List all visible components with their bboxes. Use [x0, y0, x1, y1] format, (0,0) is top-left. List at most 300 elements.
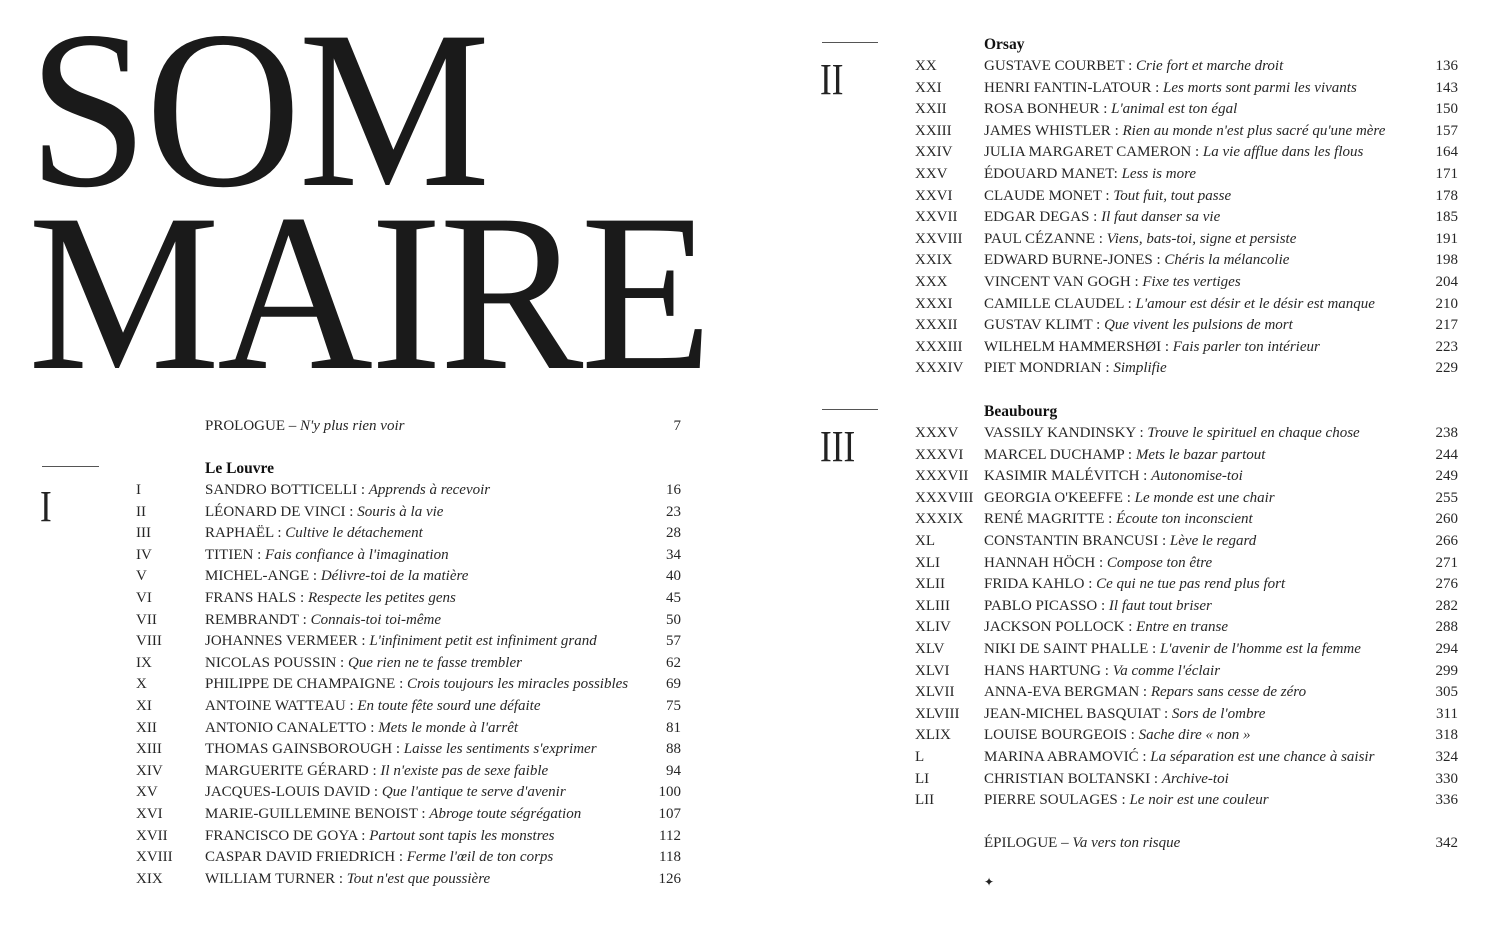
separator: :: [1130, 273, 1143, 290]
toc-entry[interactable]: [915, 99, 1458, 121]
separator: :: [345, 503, 358, 520]
chapter-title: [984, 186, 1231, 208]
chapter-motto: Abroge toute ségrégation: [429, 805, 582, 822]
chapter-numeral: XLIII: [915, 597, 950, 614]
artist-name: LÉONARD DE VINCI: [205, 503, 346, 520]
toc-entry[interactable]: [136, 782, 681, 804]
page-number: 28: [666, 525, 681, 542]
separator: :: [1124, 58, 1137, 74]
separator: :: [1095, 554, 1107, 571]
separator: :: [1110, 122, 1123, 139]
toc-entry[interactable]: [915, 747, 1458, 769]
toc-entry[interactable]: [915, 596, 1458, 618]
chapter-title: [984, 423, 1360, 445]
chapter-motto: Que vivent les pulsions de mort: [1104, 317, 1293, 334]
chapter-numeral: XVII: [136, 827, 168, 844]
part-1-numeral: I: [40, 482, 52, 531]
artist-name: PABLO PICASSO: [984, 597, 1098, 614]
chapter-title: [984, 142, 1363, 164]
title-line-2: MAIRE: [28, 167, 710, 417]
chapter-title: [984, 639, 1361, 661]
chapter-numeral: XII: [136, 719, 157, 736]
chapter-numeral: XX: [915, 58, 937, 74]
toc-entry[interactable]: [915, 294, 1458, 316]
separator: :: [1104, 511, 1117, 528]
separator: :: [1122, 489, 1135, 506]
chapter-motto: Le monde est une chair: [1134, 489, 1275, 506]
page-number: 62: [666, 654, 681, 671]
page-number: 229: [1435, 360, 1458, 377]
separator: :: [357, 482, 369, 498]
chapter-motto: Viens, bats-toi, signe et persiste: [1106, 230, 1297, 247]
separator: :: [1139, 468, 1152, 485]
separator: :: [273, 525, 286, 542]
separator: :: [1148, 640, 1160, 657]
prologue-page: 7: [673, 418, 681, 434]
artist-name: REMBRANDT: [205, 611, 299, 628]
chapter-title: [205, 545, 449, 567]
chapter-numeral: XIV: [136, 762, 163, 779]
chapter-numeral: XXXIX: [915, 511, 964, 528]
separator: :: [368, 762, 381, 779]
chapter-motto: Il faut danser sa vie: [1101, 209, 1221, 226]
toc-entry[interactable]: [136, 804, 681, 826]
separator: :: [1138, 748, 1151, 765]
artist-name: NIKI DE SAINT PHALLE: [984, 640, 1149, 657]
page-number: 311: [1436, 705, 1458, 722]
page-number: 118: [659, 849, 681, 866]
toc-entry[interactable]: [915, 207, 1458, 229]
toc-entry[interactable]: [136, 696, 681, 718]
toc-entry[interactable]: [915, 639, 1458, 661]
toc-entry[interactable]: [915, 509, 1458, 531]
artist-name: MARGUERITE GÉRARD: [205, 762, 369, 779]
chapter-motto: Délivre-toi de la matière: [320, 568, 469, 585]
page-title: [28, 0, 710, 417]
chapter-title: [984, 574, 1285, 596]
artist-name: CASPAR DAVID FRIEDRICH: [205, 849, 396, 866]
chapter-numeral: L: [915, 748, 925, 765]
chapter-numeral: XVI: [136, 805, 163, 822]
chapter-title: [984, 682, 1306, 704]
chapter-motto: Le noir est une couleur: [1129, 792, 1269, 809]
toc-entry[interactable]: [915, 704, 1458, 726]
chapter-numeral: XXI: [915, 79, 942, 96]
toc-entry[interactable]: [915, 315, 1458, 337]
epilogue-page: 342: [1435, 835, 1458, 851]
separator: :: [1113, 165, 1122, 182]
artist-name: TITIEN: [205, 546, 254, 563]
chapter-numeral: XI: [136, 697, 152, 714]
separator: :: [1117, 792, 1130, 809]
separator: :: [1094, 230, 1107, 247]
toc-entry[interactable]: [136, 545, 681, 567]
artist-name: JOHANNES VERMEER: [205, 633, 358, 650]
chapter-motto: Lève le regard: [1169, 532, 1257, 549]
chapter-motto: Rien au monde n'est plus sacré qu'une mère: [1122, 122, 1386, 139]
artist-name: CLAUDE MONET: [984, 187, 1102, 204]
chapter-title: [984, 488, 1275, 510]
chapter-motto: Crie fort et marche droit: [1136, 58, 1284, 74]
toc-entry[interactable]: [915, 423, 1458, 445]
chapter-numeral: XXVIII: [915, 230, 963, 247]
separator: :: [336, 654, 348, 671]
chapter-numeral: III: [136, 525, 151, 542]
page-number: 81: [666, 719, 681, 736]
page-number: 305: [1435, 684, 1458, 701]
artist-name: HENRI FANTIN-LATOUR: [984, 79, 1152, 96]
separator: :: [392, 741, 404, 758]
toc-entry[interactable]: [136, 847, 681, 869]
page-number: 143: [1435, 79, 1458, 96]
chapter-title: [984, 315, 1293, 337]
chapter-title: [205, 869, 490, 891]
toc-entry[interactable]: [915, 488, 1458, 510]
toc-entry[interactable]: [136, 610, 681, 632]
chapter-title: [984, 164, 1196, 186]
chapter-numeral: XXIII: [915, 122, 952, 139]
chapter-motto: Trouve le spirituel en chaque chose: [1147, 425, 1360, 441]
chapter-numeral: IV: [136, 546, 152, 563]
toc-entry[interactable]: [915, 574, 1458, 596]
toc-entry[interactable]: [136, 761, 681, 783]
toc-entry[interactable]: [136, 502, 681, 524]
separator: :: [1135, 425, 1148, 441]
separator: :: [1152, 252, 1165, 269]
chapter-title: [984, 661, 1220, 683]
separator: :: [309, 568, 321, 585]
toc-entry[interactable]: [136, 718, 681, 740]
chapter-motto: Repars sans cesse de zéro: [1150, 684, 1307, 701]
chapter-numeral: XIX: [136, 870, 163, 887]
chapter-title: [984, 466, 1243, 488]
artist-name: EDWARD BURNE-JONES: [984, 252, 1153, 269]
chapter-motto: Respecte les petites gens: [307, 589, 456, 606]
chapter-motto: Il n'existe pas de sexe faible: [380, 762, 549, 779]
part-3-numeral: III: [820, 422, 856, 471]
artist-name: WILHELM HAMMERSHØI: [984, 338, 1162, 355]
chapter-title: [984, 509, 1253, 531]
artist-name: RENÉ MAGRITTE: [984, 511, 1105, 528]
page-number: 34: [666, 546, 681, 563]
page-number: 217: [1435, 317, 1458, 334]
page-number: 288: [1435, 619, 1458, 636]
page-number: 107: [658, 805, 681, 822]
chapter-numeral: II: [136, 503, 146, 520]
toc-entry[interactable]: [915, 466, 1458, 488]
chapter-motto: L'infiniment petit est infiniment grand: [369, 633, 597, 650]
toc-entry[interactable]: [915, 617, 1458, 639]
chapter-title: [984, 56, 1283, 78]
artist-name: HANS HARTUNG: [984, 662, 1102, 679]
chapter-numeral: XXIX: [915, 252, 953, 269]
chapter-title: [984, 445, 1265, 467]
toc-entry[interactable]: [915, 229, 1458, 251]
chapter-title: [205, 761, 548, 783]
chapter-numeral: IX: [136, 654, 152, 671]
artist-name: NICOLAS POUSSIN: [205, 654, 337, 671]
page-number: 223: [1435, 338, 1458, 355]
artist-name: KASIMIR MALÉVITCH: [984, 468, 1140, 485]
chapter-numeral: XLVIII: [915, 705, 960, 722]
chapter-numeral: XXIV: [915, 144, 953, 161]
prologue-entry[interactable]: [136, 416, 681, 438]
artist-name: JEAN-MICHEL BASQUIAT: [984, 705, 1161, 722]
chapter-motto: Connais-toi toi-même: [310, 611, 441, 628]
chapter-title: [205, 610, 441, 632]
chapter-motto: Fais confiance à l'imagination: [264, 546, 449, 563]
toc-entry[interactable]: [915, 553, 1458, 575]
toc-entry[interactable]: [136, 674, 681, 696]
chapter-motto: Sache dire « non »: [1138, 727, 1251, 744]
separator: :: [357, 827, 370, 844]
artist-name: FRANS HALS: [205, 589, 297, 606]
chapter-motto: Laisse les sentiments s'exprimer: [403, 741, 597, 758]
page-number: 150: [1435, 101, 1458, 118]
artist-name: MARIE-GUILLEMINE BENOIST: [205, 805, 418, 822]
chapter-title: [984, 747, 1374, 769]
page-number: 238: [1435, 425, 1458, 441]
page-number: 204: [1435, 273, 1458, 290]
separator: :: [1097, 597, 1109, 614]
toc-entry[interactable]: [915, 725, 1458, 747]
chapter-motto: Fais parler ton intérieur: [1172, 338, 1320, 355]
chapter-numeral: LII: [915, 792, 935, 809]
toc-entry[interactable]: [136, 480, 681, 502]
artist-name: WILLIAM TURNER: [205, 870, 336, 887]
artist-name: FRIDA KAHLO: [984, 576, 1085, 593]
chapter-title: [205, 826, 555, 848]
toc-entry[interactable]: [915, 78, 1458, 100]
separator: :: [1099, 101, 1112, 118]
page-number: 112: [659, 827, 681, 844]
toc-entry[interactable]: [915, 121, 1458, 143]
separator: :: [1123, 295, 1136, 312]
artist-name: MARCEL DUCHAMP: [984, 446, 1125, 463]
toc-entry[interactable]: [915, 272, 1458, 294]
toc-entry[interactable]: [136, 631, 681, 653]
separator: :: [1191, 144, 1203, 161]
chapter-motto: Crois toujours les miracles possibles: [406, 676, 629, 693]
page-number: 255: [1435, 489, 1458, 506]
chapter-numeral: XLV: [915, 640, 945, 657]
chapter-title: [205, 804, 581, 826]
chapter-numeral: XL: [915, 532, 935, 549]
chapter-motto: Archive-toi: [1161, 770, 1229, 787]
toc-list-beaubourg: [915, 423, 1458, 812]
chapter-numeral: XXXVIII: [915, 489, 974, 506]
artist-name: GEORGIA O'KEEFFE: [984, 489, 1123, 506]
chapter-motto: Tout n'est que poussière: [346, 870, 491, 887]
chapter-numeral: XXXII: [915, 317, 958, 334]
toc-entry[interactable]: [915, 531, 1458, 553]
separator: :: [370, 784, 382, 801]
artist-name: HANNAH HÖCH: [984, 554, 1096, 571]
chapter-motto: Entre en transe: [1136, 619, 1229, 636]
toc-entry[interactable]: [915, 790, 1458, 812]
chapter-numeral: XXXVI: [915, 446, 964, 463]
chapter-motto: Fixe tes vertiges: [1142, 273, 1241, 290]
separator: :: [1101, 662, 1113, 679]
ornament-star-icon: ✦: [984, 875, 995, 889]
separator: :: [296, 589, 308, 606]
prologue-motto: N'y plus rien voir: [300, 418, 405, 434]
chapter-motto: Ferme l'œil de ton corps: [406, 849, 554, 866]
chapter-title: [984, 121, 1385, 143]
chapter-title: [205, 739, 597, 761]
chapter-motto: Que rien ne te fasse trembler: [347, 654, 522, 671]
toc-entry[interactable]: [915, 56, 1458, 78]
part-3-rule: [822, 409, 878, 410]
separator: :: [335, 870, 347, 887]
artist-name: LOUISE BOURGEOIS: [984, 727, 1127, 744]
separator: :: [1089, 209, 1102, 226]
page-number: 198: [1435, 252, 1458, 269]
separator: :: [1151, 79, 1164, 96]
chapter-motto: L'animal est ton égal: [1111, 101, 1238, 118]
chapter-motto: Ce qui ne tue pas rend plus fort: [1096, 576, 1286, 593]
chapter-title: [205, 847, 553, 869]
chapter-title: [205, 674, 628, 696]
toc-entry[interactable]: [915, 186, 1458, 208]
page-number: 23: [666, 503, 681, 520]
page-number: 40: [666, 568, 681, 585]
page-number: 69: [666, 676, 681, 693]
toc-entry[interactable]: [136, 869, 681, 891]
separator: :: [1161, 338, 1173, 355]
artist-name: JACQUES-LOUIS DAVID: [205, 784, 371, 801]
page-number: 282: [1435, 597, 1458, 614]
toc-entry[interactable]: [915, 142, 1458, 164]
page-number: 260: [1435, 511, 1458, 528]
artist-name: THOMAS GAINSBOROUGH: [205, 741, 393, 758]
toc-entry[interactable]: [915, 358, 1458, 380]
chapter-title: [984, 704, 1265, 726]
separator: :: [395, 849, 407, 866]
chapter-title: [984, 531, 1256, 553]
chapter-title: [984, 553, 1212, 575]
toc-entry[interactable]: [915, 164, 1458, 186]
separator: :: [1101, 187, 1114, 204]
toc-list-louvre: [136, 480, 681, 890]
toc-entry[interactable]: [136, 653, 681, 675]
chapter-numeral: XXXV: [915, 425, 959, 441]
chapter-numeral: V: [136, 568, 147, 585]
chapter-numeral: LI: [915, 770, 930, 787]
toc-entry[interactable]: [136, 826, 681, 848]
separator: :: [1124, 619, 1137, 636]
separator: :: [1092, 317, 1105, 334]
chapter-numeral: VII: [136, 611, 157, 628]
chapter-motto: Sors de l'ombre: [1171, 705, 1266, 722]
artist-name: PHILIPPE DE CHAMPAIGNE: [205, 676, 396, 693]
chapter-numeral: XLIV: [915, 619, 951, 636]
toc-entry[interactable]: [136, 566, 681, 588]
artist-name: JULIA MARGARET CAMERON: [984, 144, 1192, 161]
toc-entry[interactable]: [136, 739, 681, 761]
chapter-motto: Less is more: [1121, 165, 1197, 182]
page-number: 210: [1435, 295, 1458, 312]
toc-entry[interactable]: [915, 769, 1458, 791]
page-number: 191: [1435, 230, 1458, 247]
chapter-title: [205, 782, 566, 804]
toc-entry[interactable]: [136, 588, 681, 610]
chapter-title: [205, 502, 443, 524]
toc-list-orsay: [915, 56, 1458, 380]
page-number: 57: [666, 633, 681, 650]
chapter-motto: Que l'antique te serve d'avenir: [381, 784, 566, 801]
chapter-title: [984, 272, 1241, 294]
artist-name: FRANCISCO DE GOYA: [205, 827, 358, 844]
chapter-motto: Simplifie: [1113, 360, 1167, 377]
artist-name: JAMES WHISTLER: [984, 122, 1111, 139]
chapter-numeral: VIII: [136, 633, 162, 650]
page-number: 249: [1435, 468, 1458, 485]
page-number: 157: [1435, 122, 1458, 139]
page-number: 336: [1435, 792, 1458, 809]
toc-entry[interactable]: [915, 250, 1458, 272]
artist-name: CONSTANTIN BRANCUSI: [984, 532, 1159, 549]
chapter-numeral: I: [136, 482, 141, 498]
page-number: 100: [658, 784, 681, 801]
page-number: 126: [658, 870, 681, 887]
page-number: 178: [1435, 187, 1458, 204]
page-number: 185: [1435, 209, 1458, 226]
toc-entry[interactable]: [915, 337, 1458, 359]
artist-name: CAMILLE CLAUDEL: [984, 295, 1124, 312]
part-2-numeral: II: [820, 55, 844, 104]
chapter-numeral: XLVI: [915, 662, 950, 679]
page-number: 88: [666, 741, 681, 758]
toc-entry[interactable]: [915, 661, 1458, 683]
separator: :: [253, 546, 265, 563]
page-number: 50: [666, 611, 681, 628]
page-number: 271: [1435, 554, 1458, 571]
chapter-title: [984, 617, 1228, 639]
page-number: 75: [666, 697, 681, 714]
toc-entry[interactable]: [915, 445, 1458, 467]
chapter-motto: Tout fuit, tout passe: [1113, 187, 1232, 204]
artist-name: ÉDOUARD MANET: [984, 165, 1114, 182]
separator: :: [417, 805, 430, 822]
chapter-motto: L'amour est désir et le désir est manque: [1135, 295, 1375, 312]
chapter-motto: Mets le monde à l'arrêt: [378, 719, 519, 736]
epilogue-entry[interactable]: [915, 833, 1458, 855]
chapter-title: [984, 250, 1289, 272]
chapter-numeral: XLVII: [915, 684, 955, 701]
chapter-title: [984, 358, 1167, 380]
artist-name: SANDRO BOTTICELLI: [205, 482, 358, 498]
page-number: 294: [1435, 640, 1458, 657]
chapter-motto: Il faut tout briser: [1108, 597, 1212, 614]
section-heading-beaubourg: Beaubourg: [984, 403, 1058, 420]
toc-entry[interactable]: [915, 682, 1458, 704]
chapter-numeral: XLI: [915, 554, 940, 571]
chapter-title: [984, 337, 1320, 359]
separator: :: [1139, 684, 1151, 701]
page-number: 318: [1435, 727, 1458, 744]
toc-entry[interactable]: [136, 523, 681, 545]
part-2-rule: [822, 42, 878, 43]
chapter-motto: En toute fête sourd une défaite: [357, 697, 541, 714]
chapter-numeral: XXXIV: [915, 360, 964, 377]
chapter-numeral: XV: [136, 784, 158, 801]
chapter-motto: La vie afflue dans les flous: [1202, 144, 1364, 161]
chapter-motto: Va comme l'éclair: [1112, 662, 1221, 679]
separator: :: [395, 676, 407, 693]
chapter-title: [205, 566, 468, 588]
artist-name: ANTOINE WATTEAU: [205, 697, 346, 714]
